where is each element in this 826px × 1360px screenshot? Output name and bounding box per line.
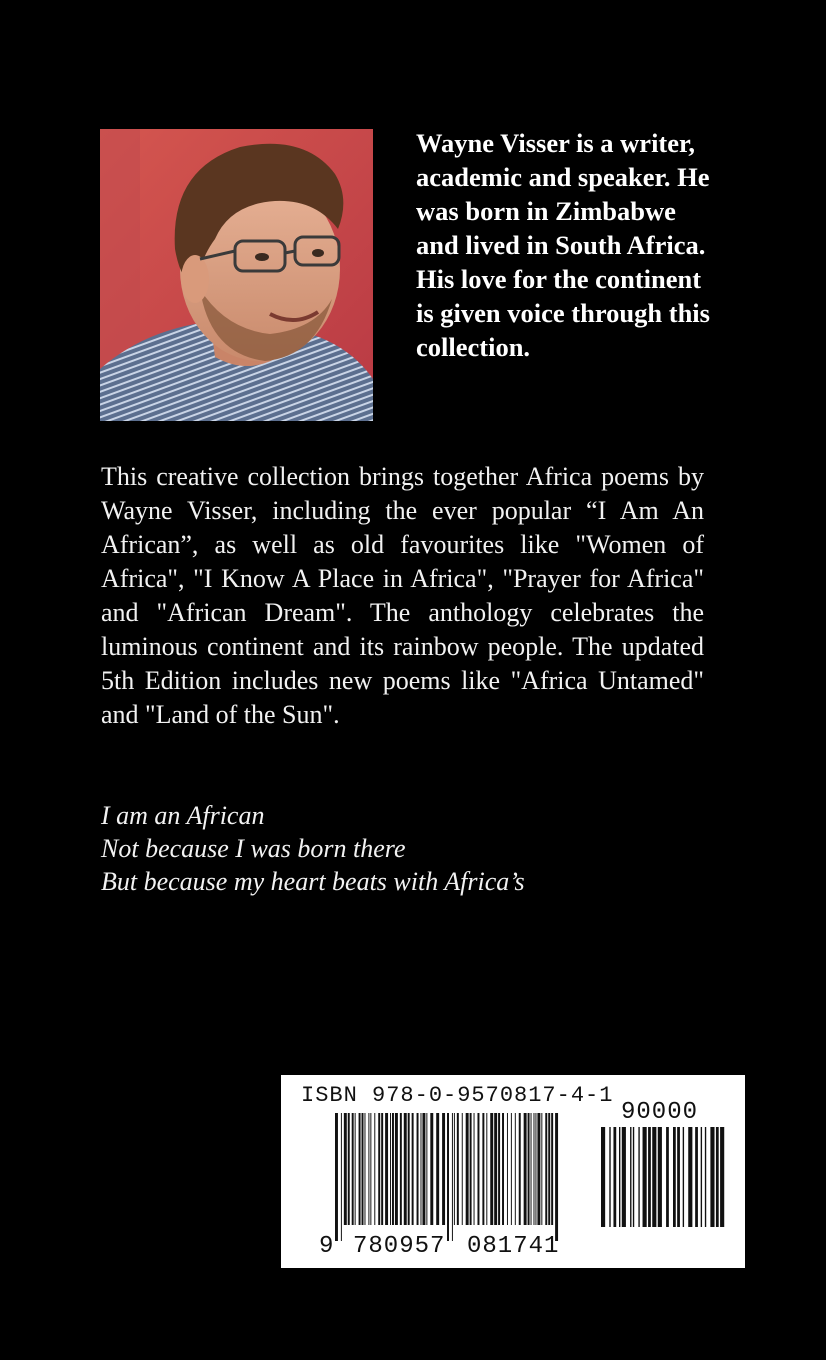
barcode-bar [494, 1113, 497, 1225]
barcode-bar [533, 1113, 534, 1225]
barcode-bar [666, 1127, 669, 1227]
author-bio: Wayne Visser is a writer, academic and speaker. He was born in Zimbabwe and lived in South Africa. His love for the continent is given voice through this collection. [416, 128, 710, 362]
barcode-bar [705, 1127, 706, 1227]
barcode-bar [422, 1113, 425, 1225]
barcode-bar [335, 1113, 338, 1241]
barcode-bar [613, 1127, 616, 1227]
barcode-bar [673, 1127, 676, 1227]
barcode-bar [701, 1127, 702, 1227]
barcode-bar [457, 1113, 459, 1225]
barcode-bar [359, 1113, 361, 1225]
barcode-bar [474, 1113, 475, 1225]
barcode-bar [609, 1127, 610, 1227]
barcode-bar [507, 1113, 508, 1225]
author-photo [100, 129, 373, 421]
barcode-bar [420, 1113, 421, 1225]
barcode-bar [454, 1113, 455, 1225]
barcode-bar [619, 1127, 620, 1227]
barcode-bar [524, 1113, 527, 1225]
barcode-bar [341, 1113, 342, 1241]
barcode-bar [688, 1127, 692, 1227]
barcode-bar [535, 1113, 536, 1225]
barcode-bar [368, 1113, 369, 1225]
barcode-bar [378, 1113, 380, 1225]
barcode-bar [695, 1127, 698, 1227]
barcode-bar [541, 1113, 542, 1225]
barcode-bar [408, 1113, 410, 1225]
barcode-bar [545, 1113, 547, 1225]
barcode-bar [477, 1113, 479, 1225]
barcode-bar [482, 1113, 484, 1225]
barcode-bar [362, 1113, 364, 1225]
barcode-bar [426, 1113, 427, 1225]
barcode-bar [551, 1113, 553, 1225]
barcode-bar [498, 1113, 500, 1225]
barcode-bar [511, 1113, 512, 1225]
barcode-bar [548, 1113, 550, 1225]
barcode-bar [390, 1113, 391, 1225]
barcode-bar [364, 1113, 365, 1225]
barcode-bar [404, 1113, 407, 1225]
barcode-bar [430, 1113, 433, 1225]
barcode-bar [652, 1127, 656, 1227]
barcode-bar [710, 1127, 714, 1227]
barcode-bar [381, 1113, 383, 1225]
barcode-bar [442, 1113, 445, 1225]
barcode-bar [638, 1127, 639, 1227]
barcode-bar [385, 1113, 388, 1225]
ean13-bars [335, 1113, 561, 1241]
barcode-bar [452, 1113, 453, 1241]
barcode-bar [677, 1127, 680, 1227]
barcode-bar [470, 1113, 472, 1225]
barcode-bar [370, 1113, 371, 1225]
barcode-bar [344, 1113, 347, 1225]
barcode-bar [417, 1113, 419, 1225]
book-description: This creative collection brings together Africa poems by Wayne Visser, including the ever popular “I Am An African”, as well as old favourites like "Women of Africa", "I Know A Place in Africa", "Prayer for Africa" and "African Dream". The anthology celebrates the luminous continent and its rainbow people. The updated 5th Edition includes new poems like "Africa Untamed" and "Land of the Sun". [101, 462, 704, 729]
barcode-digit-group-right: 081741 [467, 1233, 560, 1260]
barcode-bar [555, 1113, 558, 1241]
barcode-bar [515, 1113, 516, 1225]
barcode-bar [716, 1127, 719, 1227]
barcode-bar [466, 1113, 469, 1225]
barcode-bar [683, 1127, 684, 1227]
poem-line: But because my heart beats with Africa’s [101, 867, 525, 896]
barcode-bar [392, 1113, 394, 1225]
barcode-bar [643, 1127, 647, 1227]
author-portrait-image [100, 129, 373, 421]
barcode-bar [447, 1113, 449, 1241]
poem-excerpt [101, 799, 721, 898]
poem-line: Not because I was born there [101, 834, 406, 863]
barcode-bar [519, 1113, 521, 1225]
barcode-bar [622, 1127, 626, 1227]
barcode-bar [537, 1113, 540, 1225]
barcode-bar [352, 1113, 354, 1225]
price-bars [601, 1127, 727, 1227]
barcode-bar [412, 1113, 414, 1225]
barcode-bar [531, 1113, 532, 1225]
barcode-bar [348, 1113, 350, 1225]
isbn-label: ISBN 978-0-9570817-4-1 [301, 1083, 614, 1108]
barcode-bar [395, 1113, 398, 1225]
barcode-bar [502, 1113, 504, 1225]
barcode-bar [601, 1127, 605, 1227]
barcode-bar [630, 1127, 631, 1227]
isbn-barcode [281, 1075, 745, 1268]
barcode-bar [658, 1127, 662, 1227]
barcode-bar [374, 1113, 375, 1225]
barcode-bar [633, 1127, 634, 1227]
barcode-bar [400, 1113, 402, 1225]
price-code: 90000 [621, 1099, 699, 1126]
barcode-bar [490, 1113, 493, 1225]
barcode-bar [720, 1127, 724, 1227]
barcode-bar [355, 1113, 356, 1225]
barcode-bar [648, 1127, 651, 1227]
poem-line: I am an African [101, 801, 265, 830]
barcode-digit-group-left: 780957 [353, 1233, 446, 1260]
barcode-bar [462, 1113, 463, 1225]
barcode-bar [436, 1113, 439, 1225]
barcode-bar [486, 1113, 487, 1225]
barcode-bar [528, 1113, 530, 1225]
barcode-digit-first: 9 [319, 1233, 334, 1260]
